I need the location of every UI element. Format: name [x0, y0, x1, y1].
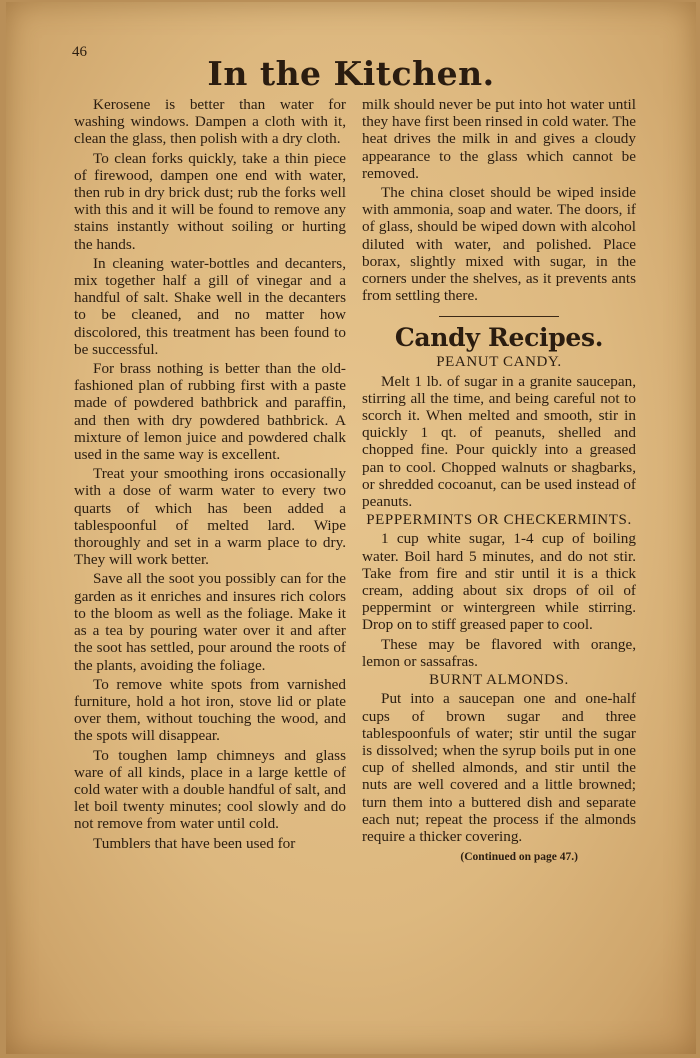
recipe-title-peanut: PEANUT CANDY.: [436, 354, 562, 371]
recipe-title-peppermints: PEPPERMINTS OR CHECKERMINTS.: [366, 512, 632, 529]
paragraph-brass: For brass nothing is better than the old-fashioned plan of rubbing first with a paste made of powdered bathbrick and paraffin, and then with dry powdered bathbrick. A mixture of lemon juice and powdered chalk used in the same way is excellent.: [74, 360, 346, 464]
recipe-text-almonds: Put into a saucepan one and one-half cups of brown sugar and three tablespoonfuls of water; stir until the sugar is dissolved; when the syrup boils put in one cup of shelled almonds, and stir until the nuts are well covered and a little browned; turn them into a buttered dish and separate each nut; repeat the process if the almonds require a thicker covering.: [362, 690, 636, 845]
recipe-title-almonds: BURNT ALMONDS.: [429, 672, 569, 689]
paragraph-white-spots: To remove white spots from varnished furniture, hold a hot iron, stove lid or plate over them, without touching the wood, and the spots will disappear.: [74, 675, 346, 745]
continued-note: (Continued on page 47.): [460, 851, 578, 864]
recipe-text-peanut: Melt 1 lb. of sugar in a granite saucepan, stirring all the time, and being careful not to scorch it. When melted and smooth, stir in quickly 1 qt. of peanuts, shelled and chopped fine. Pour quickly into a greased pan to cool. Chopped walnuts or shagbarks, or shredded cocoanut, can be used instead of peanuts.: [362, 372, 636, 511]
recipe-note-flavors: These may be flavored with orange, lemon or sassafras.: [362, 635, 636, 670]
book-page: [6, 2, 696, 1054]
paragraph-tumblers-continued: milk should never be put into hot water until they have first been rinsed in cold water. The heat drives the milk in and gives a cloudy appearance to the glass which cannot be removed.: [362, 96, 636, 182]
section-divider: [439, 316, 559, 317]
paragraph-water-bottles: In cleaning water-bottles and decanters, mix together half a gill of vinegar and a handful of salt. Shake well in the decanters to be cleaned, and no matter how discolored, this treatment has been found to be successful.: [74, 254, 346, 358]
page-title: In the Kitchen.: [207, 54, 495, 93]
candy-recipes-heading: Candy Recipes.: [394, 323, 604, 353]
paragraph-china-closet: The china closet should be wiped inside with ammonia, soap and water. The doors, if of glass, should be wiped down with alcohol diluted with water, and polished. Place borax, slightly mixed with sugar, in the corners under the shelves, as it prevents ants from settling there.: [362, 184, 636, 305]
paragraph-kerosene: Kerosene is better than water for washing windows. Dampen a cloth with it, clean the glass, then polish with a dry cloth.: [74, 96, 346, 148]
page-number: 46: [72, 44, 87, 60]
left-column: [74, 96, 346, 854]
right-column: [362, 96, 636, 866]
paragraph-soot: Save all the soot you possibly can for the garden as it enriches and insures rich colors to the bloom as well as the foliage. Make it as a tea by pouring water over it and after the soot has settled, pour around the roots of the plants, avoiding the foliage.: [74, 570, 346, 674]
paragraph-lamp-chimneys: To toughen lamp chimneys and glass ware of all kinds, place in a large kettle of cold water with a double handful of salt, and let boil twenty minutes; cool slowly and do not remove from water until cold.: [74, 746, 346, 833]
recipe-text-peppermints: 1 cup white sugar, 1-4 cup of boiling water. Boil hard 5 minutes, and do not stir. Take from fire and stir until it is a thick cream, adding about six drops of oil of peppermint or wintergreen while stirring. Drop on to stiff greased paper to cool.: [362, 530, 636, 634]
paragraph-tumblers: Tumblers that have been used for: [93, 834, 296, 852]
paragraph-smoothing-irons: Treat your smoothing irons occasionally with a dose of warm water to every two quarts of which has been added a tablespoonful of melted lard. Wipe thoroughly and set in a warm place to dry. They will work better.: [74, 465, 346, 569]
paragraph-forks: To clean forks quickly, take a thin piece of firewood, dampen one end with water, then rub in dry brick dust; rub the forks well with this and it will be found to remove any stains instantly without soiling or hurting the hands.: [74, 149, 346, 253]
